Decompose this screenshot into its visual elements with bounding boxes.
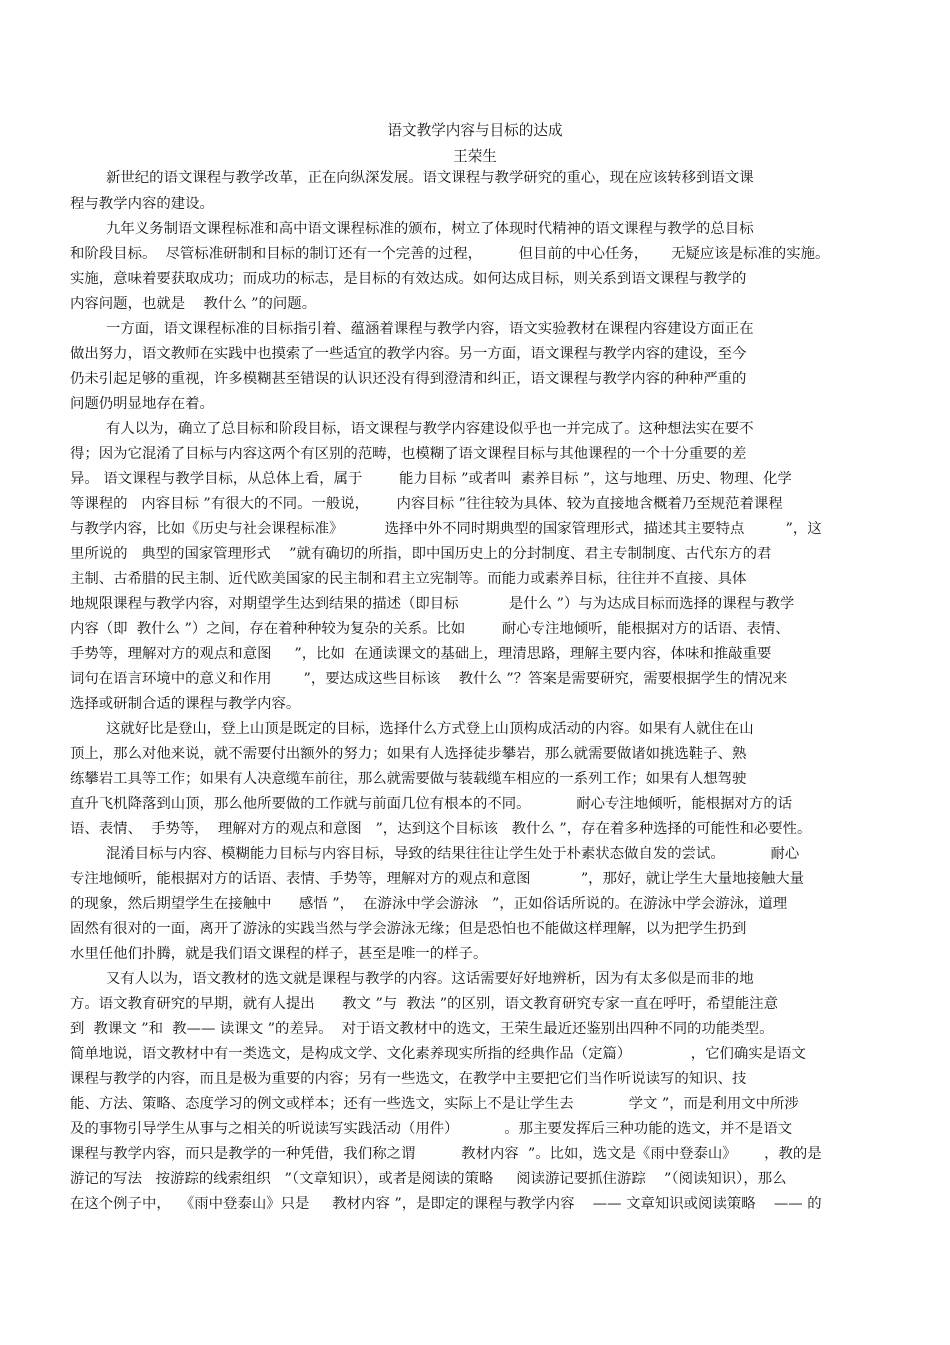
text-line: 地规限课程与教学内容，对期望学生达到结果的描述（即目标 是什么 ”）与为达成目标而选择的课程与教学 [70, 596, 795, 612]
text-line: 混淆目标与内容、模糊能力目标与内容目标，导致的结果往往让学生处于朴素状态做自发的尝试。 耐心 [106, 846, 800, 862]
text-line: 能、方法、策略、态度学习的例文或样本；还有一些选文，实际上不是让学生去 学文 ”，而是利用文中所涉 [70, 1096, 799, 1112]
text-line: 游记的写法 按游踪的线索组织 ”（文章知识），或者是阅读的策略 阅读游记要抓住游踪 ”（阅读知识），那么 [70, 1171, 787, 1187]
text-line: 程与教学内容的建设。 [70, 196, 214, 212]
text-line: 到 教课文 ”和 教—— 读课文 ”的差异。 对于语文教材中的选文，王荣生最近还鉴别出四种不同的功能类型。 [70, 1021, 774, 1037]
text-line: 一方面，语文课程标准的目标指引着、蕴涵着课程与教学内容，语文实验教材在课程内容建设方面正在 [106, 321, 754, 337]
text-line: 水里任他们扑腾，就是我们语文课程的样子，甚至是唯一的样子。 [70, 946, 488, 962]
text-line: 里所说的 典型的国家管理形式 ”就有确切的所指，即中国历史上的分封制度、君主专制制度、古代东方的君 [70, 546, 772, 562]
text-line: 等课程的 内容目标 ”有很大的不同。一般说， 内容目标 ”往往较为具体、较为直接地含概着乃至规范着课程 [70, 496, 783, 512]
text-line: 手势等，理解对方的观点和意图 ”，比如 在通读课文的基础上，理清思路，理解主要内容，体味和推敲重要 [70, 646, 772, 662]
text-line: 词句在语言环境中的意义和作用 ”，要达成这些目标该 教什么 ”？答案是需要研究，需要根据学生的情况来 [70, 671, 788, 687]
document-title: 语文教学内容与目标的达成 [387, 122, 563, 139]
text-line: 方。语文教育研究的早期，就有人提出 教文 ”与 教法 ”的区别，语文教育研究专家一直在呼吁，希望能注意 [70, 996, 779, 1012]
text-line: 实施，意味着要获取成功；而成功的标志，是目标的有效达成。如何达成目标，则关系到语文课程与教学的 [70, 271, 747, 287]
text-line: 得；因为它混淆了目标与内容这两个有区别的范畴，也模糊了语文课程目标与其他课程的一个十分重要的差 [70, 446, 747, 462]
text-line: 这就好比是登山，登上山顶是既定的目标，选择什么方式登上山顶构成活动的内容。如果有人就住在山 [106, 721, 754, 737]
text-line: 九年义务制语文课程标准和高中语文课程标准的颁布，树立了体现时代精神的语文课程与教学的总目标 [106, 221, 754, 237]
text-line: 语、表情、 手势等， 理解对方的观点和意图 ”，达到这个目标该 教什么 ”，存在着多种选择的可能性和必要性。 [70, 821, 812, 837]
text-line: 课程与教学的内容，而且是极为重要的内容；另有一些选文，在教学中主要把它们当作听说读写的知识、技 [70, 1071, 747, 1087]
text-line: 做出努力，语文教师在实践中也摸索了一些适宜的教学内容。另一方面，语文课程与教学内容的建设，至今 [70, 346, 747, 362]
text-line: 又有人以为，语文教材的选文就是课程与教学的内容。这话需要好好地辨析，因为有太多似是而非的地 [106, 971, 754, 987]
text-line: 和阶段目标。 尽管标准研制和目标的制订还有一个完善的过程， 但目前的中心任务， 无疑应该是标准的实施。 [70, 246, 830, 262]
text-line: 及的事物引导学生从事与之相关的听说读写实践活动（用件） 。那主要发挥后三种功能的选文，并不是语文 [70, 1121, 793, 1137]
text-line: 新世纪的语文课程与教学改革，正在向纵深发展。语文课程与教学研究的重心，现在应该转移到语文课 [106, 170, 754, 186]
author-name: 王荣生 [453, 148, 497, 165]
text-line: 主制、古希腊的民主制、近代欧美国家的民主制和君主立宪制等。而能力或素养目标，往往并不直接、具体 [70, 571, 747, 587]
text-line: 简单地说，语文教材中有一类选文，是构成文学、文化素养现实所指的经典作品（定篇） ，它们确实是语文 [70, 1046, 806, 1062]
text-line: 练攀岩工具等工作；如果有人决意缆车前往，那么就需要做与装载缆车相应的一系列工作；如果有人想驾驶 [70, 771, 747, 787]
text-line: 内容问题，也就是 教什么 ”的问题。 [70, 296, 317, 312]
text-line: 有人以为，确立了总目标和阶段目标，语文课程与教学内容建设似乎也一并完成了。这种想法实在要不 [106, 421, 754, 437]
text-line: 选择或研制合适的课程与教学内容。 [70, 696, 301, 712]
text-line: 的现象，然后期望学生在接触中 感悟 ”， 在游泳中学会游泳 ”，正如俗话所说的。在游泳中学会游泳，道理 [70, 896, 788, 912]
text-line: 与教学内容，比如《历史与社会课程标准》 选择中外不同时期典型的国家管理形式，描述其主要特点 ”，这 [70, 521, 822, 537]
text-line: 问题仍明显地存在着。 [70, 396, 214, 412]
text-line: 顶上，那么对他来说，就不需要付出额外的努力；如果有人选择徒步攀岩，那么就需要做诸如挑选鞋子、熟 [70, 746, 747, 762]
text-line: 专注地倾听，能根据对方的话语、表情、手势等，理解对方的观点和意图 ”，那好，就让学生大量地接触大量 [70, 871, 805, 887]
text-line: 固然有很对的一面，离开了游泳的实践当然与学会游泳无缘；但是恐怕也不能做这样理解，以为把学生扔到 [70, 921, 747, 937]
text-line: 课程与教学内容，而只是教学的一种凭借，我们称之谓 教材内容 ”。比如，选文是《雨中登泰山》 ，教的是 [70, 1146, 822, 1162]
text-line: 直升飞机降落到山顶，那么他所要做的工作就与前面几位有根本的不同。 耐心专注地倾听，能根据对方的话 [70, 796, 793, 812]
text-line: 仍未引起足够的重视，许多模糊甚至错误的认识还没有得到澄清和纠正，语文课程与教学内容的种种严重的 [70, 371, 747, 387]
text-line: 异。 语文课程与教学目标，从总体上看，属于 能力目标 ”或者叫 素养目标 ”，这与地理、历史、物理、化学 [70, 471, 792, 487]
text-line: 在这个例子中， 《雨中登泰山》只是 教材内容 ”，是即定的课程与教学内容 —— 文章知识或阅读策略 —— 的 [70, 1196, 822, 1212]
text-line: 内容（即 教什么 ”）之间，存在着种种较为复杂的关系。比如 耐心专注地倾听，能根据对方的话语、表情、 [70, 621, 790, 637]
